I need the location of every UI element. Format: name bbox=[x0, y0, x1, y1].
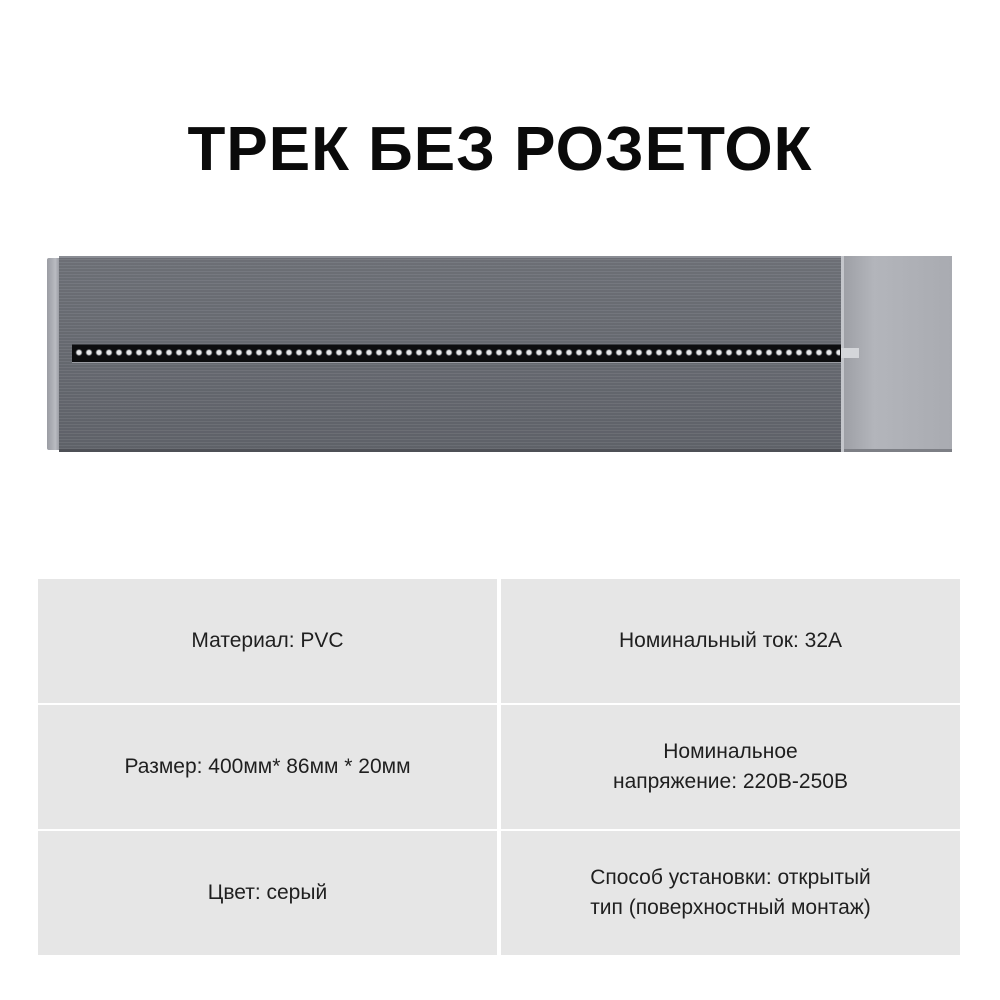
spec-material: Материал: PVC bbox=[38, 579, 497, 703]
spec-installation-method: Способ установки: открытый тип (поверхностный монтаж) bbox=[501, 831, 960, 955]
track-right-end-cap bbox=[841, 256, 952, 452]
spec-table bbox=[38, 579, 960, 955]
end-cap-notch bbox=[841, 348, 859, 358]
rail-contacts bbox=[74, 348, 840, 358]
spec-color: Цвет: серый bbox=[38, 831, 497, 955]
page-title: ТРЕК БЕЗ РОЗЕТОК bbox=[187, 114, 813, 184]
spec-size: Размер: 400мм* 86мм * 20мм bbox=[38, 705, 497, 829]
track-body bbox=[59, 256, 841, 452]
spec-rated-current: Номинальный ток: 32A bbox=[501, 579, 960, 703]
spec-rated-voltage: Номинальное напряжение: 220В-250В bbox=[501, 705, 960, 829]
track-contact-rail bbox=[72, 345, 842, 362]
track-product-image bbox=[47, 256, 952, 452]
